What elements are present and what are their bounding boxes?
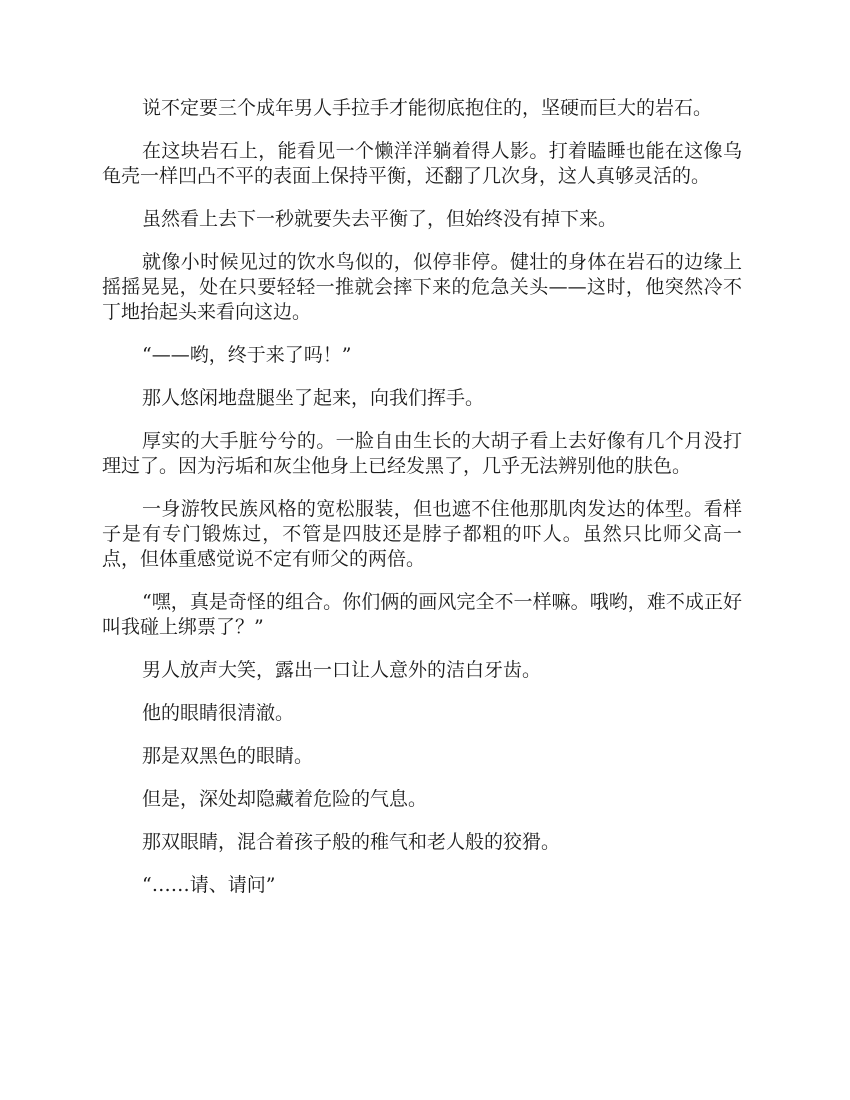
paragraph: “……请、请问” xyxy=(142,874,276,896)
paragraph: 男人放声大笑，露出一口让人意外的洁白牙齿。 xyxy=(142,659,542,681)
paragraph: 就像小时候见过的饮水鸟似的，似停非停。健壮的身体在岩石的边缘上摇摇晃晃，处在只要轻轻一推就会摔下来的危急关头——这时，他突然冷不丁地抬起头来看向这边。 xyxy=(102,251,742,323)
paragraph: 虽然看上去下一秒就要失去平衡了，但始终没有掉下来。 xyxy=(142,208,618,230)
paragraph: “——哟，终于来了吗！” xyxy=(142,344,352,366)
paragraph: 在这块岩石上，能看见一个懒洋洋躺着得人影。打着瞌睡也能在这像乌龟壳一样凹凸不平的表面上保持平衡，还翻了几次身，这人真够灵活的。 xyxy=(102,140,742,187)
paragraph: 那双眼睛，混合着孩子般的稚气和老人般的狡猾。 xyxy=(142,831,561,853)
paragraph: 说不定要三个成年男人手拉手才能彻底抱住的，坚硬而巨大的岩石。 xyxy=(142,97,713,119)
paragraph: 但是，深处却隐藏着危险的气息。 xyxy=(142,788,428,810)
paragraph: “嘿，真是奇怪的组合。你们俩的画风完全不一样嘛。哦哟，难不成正好叫我碰上绑票了？” xyxy=(102,591,742,638)
document-page xyxy=(102,96,742,916)
paragraph: 他的眼睛很清澈。 xyxy=(142,702,295,724)
paragraph: 一身游牧民族风格的宽松服装，但也遮不住他那肌肉发达的体型。看样子是有专门锻炼过，不管是四肢还是脖子都粗的吓人。虽然只比师父高一点，但体重感觉说不定有师父的两倍。 xyxy=(102,498,742,570)
paragraph: 那是双黑色的眼睛。 xyxy=(142,745,314,767)
paragraph: 那人悠闲地盘腿坐了起来，向我们挥手。 xyxy=(142,387,485,409)
paragraph: 厚实的大手脏兮兮的。一脸自由生长的大胡子看上去好像有几个月没打理过了。因为污垢和灰尘他身上已经发黑了，几乎无法辨别他的肤色。 xyxy=(102,430,742,477)
